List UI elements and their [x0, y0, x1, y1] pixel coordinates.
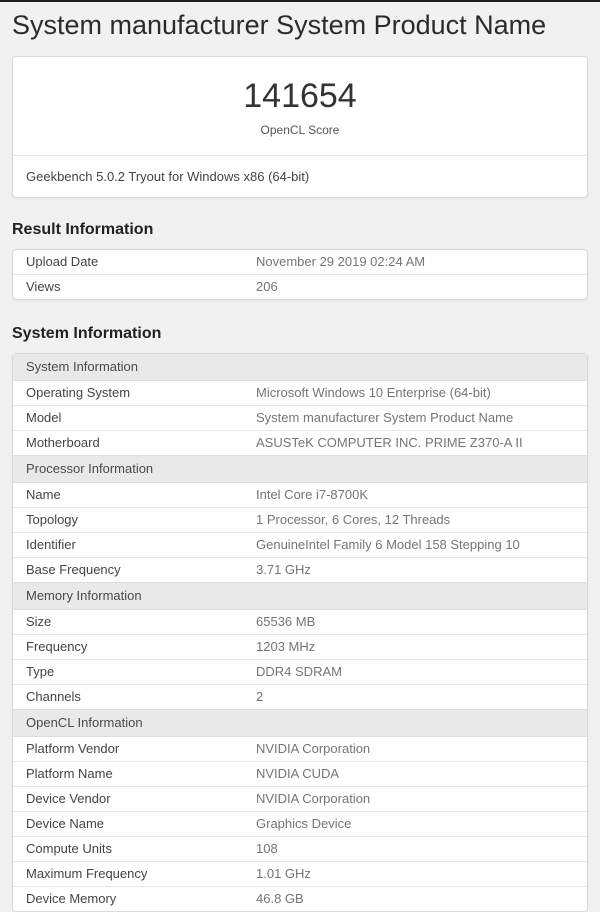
- table-row: [13, 430, 587, 455]
- table-row: [13, 836, 587, 861]
- row-value: NVIDIA Corporation: [256, 791, 371, 806]
- subsection-header-memory-information: Memory Information: [13, 582, 587, 610]
- table-row: [13, 532, 587, 557]
- row-value: 46.8 GB: [256, 891, 304, 906]
- row-value: 1203 MHz: [256, 639, 316, 654]
- row-label: Compute Units: [26, 841, 112, 856]
- table-row: [13, 381, 587, 405]
- table-row: [13, 610, 587, 634]
- table-row: [13, 659, 587, 684]
- row-label: Size: [26, 614, 52, 629]
- page-title: System manufacturer System Product Name: [12, 10, 547, 40]
- row-value: DDR4 SDRAM: [256, 664, 342, 679]
- result-info-table: [12, 249, 588, 300]
- table-row: [13, 737, 587, 761]
- row-label: Platform Vendor: [26, 741, 120, 756]
- row-value: NVIDIA Corporation: [256, 741, 371, 756]
- top-border-line: [0, 0, 600, 2]
- subsection-header-opencl-information: OpenCL Information: [13, 709, 587, 737]
- row-value: Graphics Device: [256, 816, 352, 831]
- row-label: Device Vendor: [26, 791, 111, 806]
- score-block: [13, 57, 587, 155]
- section-heading-result-information: Result Information: [12, 221, 154, 238]
- table-row: [13, 811, 587, 836]
- table-row: [13, 274, 587, 299]
- table-row: [13, 886, 587, 911]
- row-label: Device Memory: [26, 891, 117, 906]
- row-label: Motherboard: [26, 435, 100, 450]
- system-info-table: [12, 353, 588, 912]
- subsection-header-system-information: System Information: [13, 354, 587, 381]
- row-value: 2: [256, 689, 264, 704]
- row-label: Device Name: [26, 816, 105, 831]
- benchmark-version-note: Geekbench 5.0.2 Tryout for Windows x86 (64-bit): [13, 155, 587, 197]
- table-row: [13, 250, 587, 274]
- row-label: Platform Name: [26, 766, 113, 781]
- row-label: Type: [26, 664, 55, 679]
- row-label: Maximum Frequency: [26, 866, 148, 881]
- table-row: [13, 786, 587, 811]
- table-row: [13, 405, 587, 430]
- table-row: [13, 861, 587, 886]
- row-value: 206: [256, 279, 278, 294]
- table-row: [13, 507, 587, 532]
- row-label: Name: [26, 487, 61, 502]
- row-value: ASUSTeK COMPUTER INC. PRIME Z370-A II: [256, 435, 523, 450]
- row-label: Model: [26, 410, 62, 425]
- table-row: [13, 483, 587, 507]
- row-value: 3.71 GHz: [256, 562, 311, 577]
- row-label: Base Frequency: [26, 562, 121, 577]
- row-value: NVIDIA CUDA: [256, 766, 340, 781]
- subsection-header-processor-information: Processor Information: [13, 455, 587, 483]
- spacer: [0, 300, 600, 324]
- row-value: 108: [256, 841, 278, 856]
- row-value: Intel Core i7-8700K: [256, 487, 369, 502]
- table-row: [13, 684, 587, 709]
- section-heading-system-information: System Information: [12, 325, 162, 342]
- row-value: November 29 2019 02:24 AM: [256, 254, 426, 269]
- score-card: [12, 56, 588, 198]
- row-label: Identifier: [26, 537, 76, 552]
- row-value: 1 Processor, 6 Cores, 12 Threads: [256, 512, 451, 527]
- row-value: 1.01 GHz: [256, 866, 311, 881]
- row-label: Topology: [26, 512, 79, 527]
- row-label: Frequency: [26, 639, 88, 654]
- score-label: OpenCL Score: [260, 123, 340, 137]
- row-label: Views: [26, 279, 61, 294]
- table-row: [13, 634, 587, 659]
- score-value: 141654: [243, 77, 357, 115]
- table-row: [13, 557, 587, 582]
- row-value: GenuineIntel Family 6 Model 158 Stepping 10: [256, 537, 520, 552]
- row-label: Operating System: [26, 385, 131, 400]
- row-label: Channels: [26, 689, 81, 704]
- row-value: Microsoft Windows 10 Enterprise (64-bit): [256, 385, 491, 400]
- table-row: [13, 761, 587, 786]
- row-value: System manufacturer System Product Name: [256, 410, 514, 425]
- row-value: 65536 MB: [256, 614, 316, 629]
- row-label: Upload Date: [26, 254, 99, 269]
